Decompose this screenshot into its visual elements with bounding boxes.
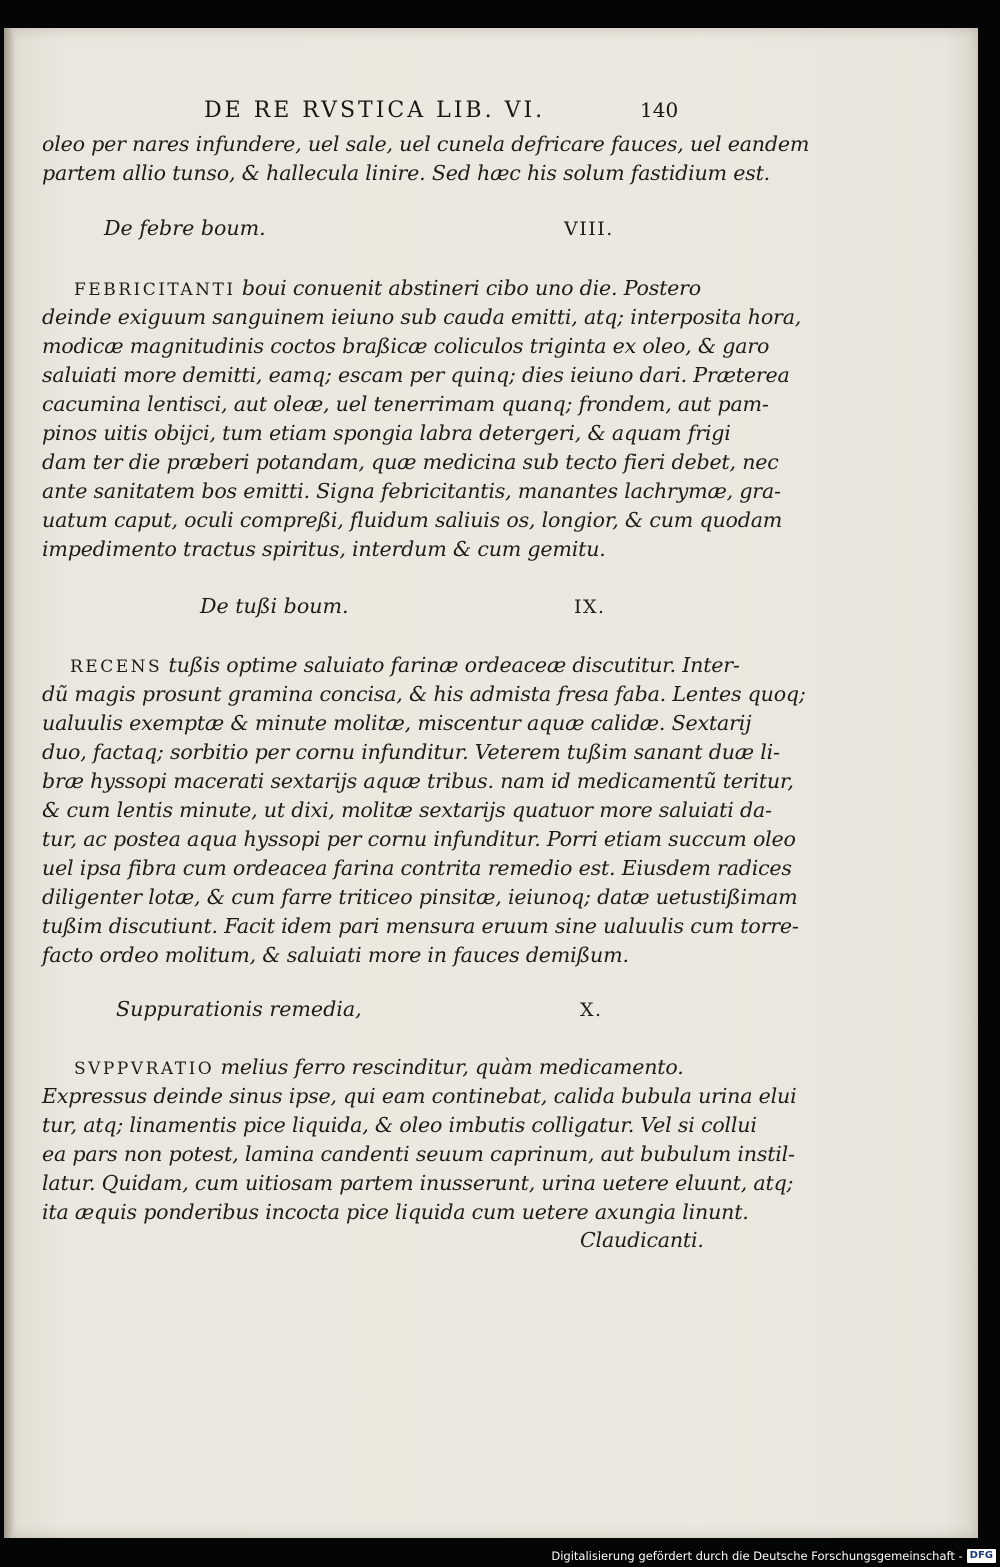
paragraph-line: ualuulis exemptæ & minute molitæ, miscentur aquæ calidæ. Sextarij	[42, 711, 752, 735]
paragraph-line	[70, 651, 740, 682]
paragraph-line: tur, atq; linamentis pice liquida, & oleo imbutis colligatur. Vel si collui	[42, 1113, 757, 1137]
paragraph-line: bræ hyssopi macerati sextarijs aquæ tribus. nam id medicamentũ teritur,	[42, 769, 794, 793]
digitization-credit	[551, 1549, 996, 1563]
paragraph-line: tußim discutiunt. Facit idem pari mensura eruum sine ualuulis cum torre-	[42, 914, 799, 938]
paragraph-line: uel ipsa fibra cum ordeacea farina contrita remedio est. Eiusdem radices	[42, 856, 792, 880]
paragraph-line: tur, ac postea aqua hyssopi per cornu infunditur. Porri etiam succum oleo	[42, 827, 796, 851]
line-text: melius ferro rescinditur, quàm medicamento.	[214, 1055, 684, 1079]
opening-line: partem allio tunso, & hallecula linire. Sed hæc his solum fastidium est.	[42, 161, 771, 185]
page-gutter-shadow	[4, 28, 14, 1538]
paragraph-line: latur. Quidam, cum uitiosam partem inusserunt, urina uetere eluunt, atq;	[42, 1171, 794, 1195]
lead-capitals: RECENS	[70, 657, 163, 677]
folio-number: 140	[640, 98, 679, 122]
dfg-logo-icon: DFG	[967, 1549, 996, 1563]
section-title: Suppurationis remedia,	[116, 997, 362, 1021]
section-numeral: VIII.	[564, 218, 614, 240]
paragraph-line: facto ordeo molitum, & saluiati more in fauces demißum.	[42, 943, 629, 967]
paragraph-line: uatum caput, oculi compreßi, fluidum saliuis os, longior, & cum quodam	[42, 508, 783, 532]
section-numeral: IX.	[574, 596, 606, 618]
paragraph-line: saluiati more demitti, eamq; escam per quinq; dies ieiuno dari. Præterea	[42, 363, 790, 387]
paragraph-line: Expressus deinde sinus ipse, qui eam continebat, calida bubula urina elui	[42, 1084, 797, 1108]
section-title: De tußi boum.	[200, 594, 349, 618]
paragraph-line: ea pars non potest, lamina candenti seuum caprinum, aut bubulum instil-	[42, 1142, 795, 1166]
paragraph-line	[74, 1053, 684, 1084]
opening-line: oleo per nares infundere, uel sale, uel cunela defricare fauces, uel eandem	[42, 132, 810, 156]
section-numeral: X.	[580, 999, 603, 1021]
paragraph-line: dam ter die præberi potandam, quæ medicina sub tecto fieri debet, nec	[42, 450, 779, 474]
paragraph-line: & cum lentis minute, ut dixi, molitæ sextarijs quatuor more saluiati da-	[42, 798, 772, 822]
paragraph-line: modicæ magnitudinis coctos braßicæ coliculos triginta ex oleo, & garo	[42, 334, 770, 358]
paragraph-line: ante sanitatem bos emitti. Signa febricitantis, manantes lachrymæ, gra-	[42, 479, 781, 503]
paragraph-line: cacumina lentisci, aut oleæ, uel tenerrimam quanq; frondem, aut pam-	[42, 392, 769, 416]
section-title: De febre boum.	[104, 216, 266, 240]
credit-text: Digitalisierung gefördert durch die Deutsche Forschungsgemeinschaft -	[551, 1549, 963, 1563]
line-text: boui conuenit abstineri cibo uno die. Postero	[235, 276, 701, 300]
catchword: Claudicanti.	[580, 1228, 704, 1252]
paragraph-line: duo, factaq; sorbitio per cornu infunditur. Veterem tußim sanant duæ li-	[42, 740, 780, 764]
lead-capitals: FEBRICITANTI	[74, 280, 236, 300]
paragraph-line	[74, 274, 701, 305]
running-title: DE RE RVSTICA LIB. VI.	[204, 98, 546, 123]
paragraph-line: impedimento tractus spiritus, interdum & cum gemitu.	[42, 537, 606, 561]
book-page	[4, 28, 978, 1538]
paragraph-line: diligenter lotæ, & cum farre triticeo pinsitæ, ieiunoq; datæ uetustißimam	[42, 885, 798, 909]
paragraph-line: ita æquis ponderibus incocta pice liquida cum uetere axungia linunt.	[42, 1200, 749, 1224]
line-text: tußis optime saluiato farinæ ordeaceæ discutitur. Inter-	[162, 653, 740, 677]
paragraph-line: pinos uitis obijci, tum etiam spongia labra detergeri, & aquam frigi	[42, 421, 731, 445]
lead-capitals: SVPPVRATIO	[74, 1059, 215, 1079]
paragraph-line: dũ magis prosunt gramina concisa, & his admista fresa faba. Lentes quoq;	[42, 682, 806, 706]
paragraph-line: deinde exiguum sanguinem ieiuno sub cauda emitti, atq; interposita hora,	[42, 305, 802, 329]
